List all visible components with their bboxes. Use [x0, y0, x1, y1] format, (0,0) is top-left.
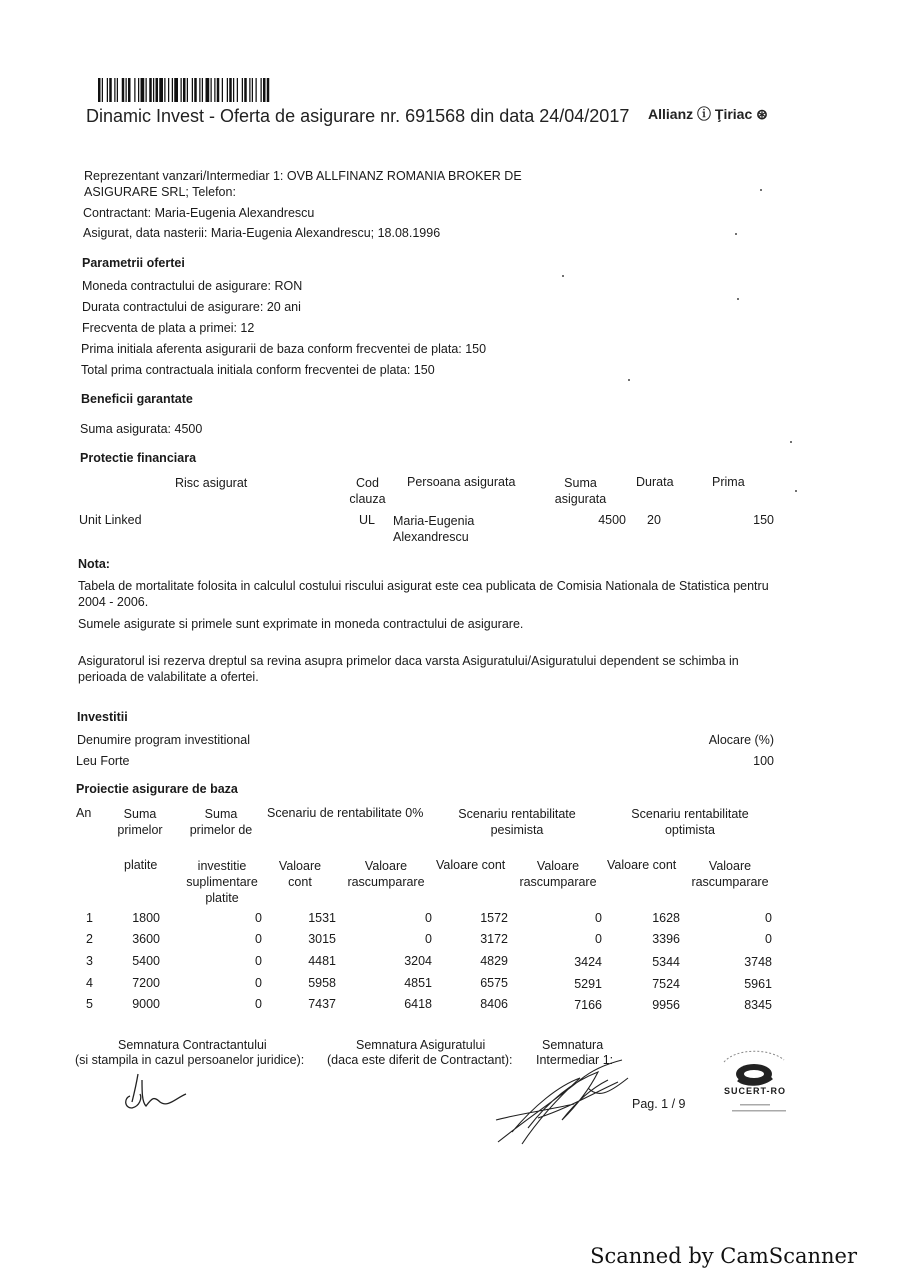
- table-cell: 4481: [308, 954, 336, 968]
- financial-protection-heading: Protectie financiara: [80, 451, 197, 465]
- table-cell: 7524: [652, 977, 680, 991]
- column-header: Durata: [636, 475, 674, 489]
- column-header: Alocare (%): [708, 733, 774, 747]
- table-cell: 3748: [744, 955, 772, 969]
- signature-label: Intermediar 1:: [536, 1053, 614, 1067]
- barcode-bar: [134, 78, 135, 102]
- param-line: Durata contractului de asigurare: 20 ani: [82, 300, 301, 314]
- table-cell: 3424: [574, 955, 602, 969]
- column-header: Valoare rascumparare: [347, 859, 425, 889]
- table-cell: 0: [255, 997, 262, 1011]
- allianz-tiriac-logo: Allianz ⓘ Ţiriac ⊛: [648, 106, 768, 122]
- contractant-signature: [120, 1068, 195, 1113]
- column-header: Risc asigurat: [175, 476, 248, 490]
- scan-speck: [795, 490, 797, 492]
- barcode-bar: [102, 78, 103, 102]
- barcode-bar: [122, 78, 125, 102]
- signature-label: Semnatura Contractantului: [118, 1038, 267, 1052]
- allocation-value: 100: [753, 754, 774, 768]
- barcode-bar: [164, 78, 165, 102]
- column-header: Suma primelor de: [189, 807, 253, 837]
- parameters-heading: Parametrii ofertei: [82, 256, 185, 270]
- barcode: [98, 78, 398, 102]
- table-cell: 0: [255, 976, 262, 990]
- column-header: Denumire program investitional: [77, 733, 250, 747]
- table-cell: 1531: [308, 911, 336, 925]
- asigurat-line: Asigurat, data nasterii: Maria-Eugenia Alexandrescu; 18.08.1996: [83, 226, 441, 240]
- barcode-bar: [98, 78, 101, 102]
- table-cell: 0: [255, 932, 262, 946]
- investments-heading: Investitii: [77, 710, 128, 724]
- year-cell: 2: [86, 932, 93, 946]
- page-title: Dinamic Invest - Oferta de asigurare nr. 691568 din data 24/04/2017: [86, 106, 630, 126]
- column-header: Suma primelor: [117, 807, 163, 837]
- param-line: Prima initiala aferenta asigurarii de baza conform frecventei de plata: 150: [81, 342, 487, 356]
- column-header: Valoare cont: [607, 858, 677, 872]
- scan-speck: [628, 379, 630, 381]
- scan-speck: [790, 441, 792, 443]
- table-cell: 4500: [598, 513, 626, 527]
- year-cell: 4: [86, 976, 93, 990]
- signature-label: Semnatura Asiguratului: [356, 1038, 486, 1052]
- barcode-bar: [222, 78, 223, 102]
- table-cell: 150: [753, 513, 774, 527]
- table-cell: 1628: [652, 911, 680, 925]
- table-cell: 7437: [308, 997, 336, 1011]
- column-header: Prima: [712, 475, 745, 489]
- barcode-bar: [141, 78, 145, 102]
- table-cell: 0: [255, 954, 262, 968]
- year-cell: 3: [86, 954, 93, 968]
- camscanner-watermark: Scanned by CamScanner: [590, 1244, 857, 1268]
- barcode-bar: [249, 78, 250, 102]
- barcode-bar: [138, 78, 139, 102]
- intermediary-signature: [488, 1058, 648, 1150]
- column-header: Cod clauza: [349, 476, 386, 506]
- sucert-stamp: [710, 1040, 796, 1120]
- barcode-bar: [229, 78, 232, 102]
- barcode-bar: [174, 78, 178, 102]
- note-paragraph: Tabela de mortalitate folosita in calculul costului riscului asigurat este cea publicata de Comisia Nationala de Statistica pentru 2004 - 2006.: [78, 579, 769, 609]
- barcode-bar: [263, 78, 266, 102]
- barcode-bar: [107, 78, 108, 102]
- table-cell: 0: [595, 911, 602, 925]
- barcode-bar: [237, 78, 238, 102]
- barcode-bar: [217, 78, 220, 102]
- barcode-bar: [109, 78, 112, 102]
- table-cell: 5344: [652, 955, 680, 969]
- barcode-bar: [242, 78, 243, 102]
- table-cell: 4851: [404, 976, 432, 990]
- column-header: An: [76, 806, 92, 820]
- table-cell: 0: [765, 932, 772, 946]
- table-cell: Maria-Eugenia Alexandrescu: [393, 514, 475, 544]
- table-cell: 0: [425, 932, 432, 946]
- barcode-bar: [156, 78, 159, 102]
- column-header: Scenariu de rentabilitate 0%: [267, 806, 424, 820]
- barcode-bar: [172, 78, 173, 102]
- barcode-bar: [168, 78, 169, 102]
- table-cell: 9956: [652, 998, 680, 1012]
- table-cell: 3204: [404, 954, 432, 968]
- param-line: Moneda contractului de asigurare: RON: [82, 279, 303, 293]
- table-cell: 1800: [132, 911, 160, 925]
- table-cell: 0: [765, 911, 772, 925]
- scan-speck: [760, 189, 762, 191]
- barcode-bar: [227, 78, 228, 102]
- note-paragraph: Sumele asigurate si primele sunt exprimate in moneda contractului de asigurare.: [78, 617, 524, 631]
- barcode-bar: [149, 78, 152, 102]
- barcode-bar: [194, 78, 197, 102]
- table-cell: Unit Linked: [79, 513, 142, 527]
- barcode-bar: [202, 78, 203, 102]
- table-cell: 7200: [132, 976, 160, 990]
- barcode-bar: [267, 78, 270, 102]
- table-cell: 9000: [132, 997, 160, 1011]
- column-header: Valoare cont: [436, 858, 506, 872]
- barcode-bar: [181, 78, 182, 102]
- barcode-bar: [206, 78, 210, 102]
- barcode-bar: [256, 78, 257, 102]
- barcode-bar: [126, 78, 127, 102]
- column-header: Valoare rascumparare: [691, 859, 769, 889]
- param-line: Total prima contractuala initiala conform frecventei de plata: 150: [81, 363, 435, 377]
- table-cell: 4829: [480, 954, 508, 968]
- stamp-text: SUCERT-RO: [724, 1086, 787, 1096]
- column-header: Valoare cont: [278, 859, 322, 889]
- barcode-bar: [114, 78, 115, 102]
- column-header: Valoare rascumparare: [519, 859, 597, 889]
- barcode-bar: [146, 78, 147, 102]
- scan-speck: [737, 298, 739, 300]
- barcode-bar: [199, 78, 200, 102]
- sum-insured: Suma asigurata: 4500: [80, 422, 203, 436]
- scan-speck: [562, 275, 564, 277]
- barcode-bar: [192, 78, 193, 102]
- table-cell: 6575: [480, 976, 508, 990]
- barcode-bar: [159, 78, 163, 102]
- table-cell: 3015: [308, 932, 336, 946]
- signature-label: (si stampila in cazul persoanelor juridice):: [75, 1053, 305, 1067]
- barcode-bar: [211, 78, 212, 102]
- column-header: platite: [124, 858, 158, 872]
- column-header: Scenariu rentabilitate pesimista: [458, 807, 576, 837]
- column-header: Suma asigurata: [554, 476, 607, 506]
- table-cell: 1572: [480, 911, 508, 925]
- page-number: Pag. 1 / 9: [632, 1097, 686, 1111]
- barcode-bar: [252, 78, 253, 102]
- table-cell: 8406: [480, 997, 508, 1011]
- barcode-bar: [244, 78, 247, 102]
- barcode-bar: [214, 78, 215, 102]
- param-line: Frecventa de plata a primei: 12: [82, 321, 255, 335]
- column-header: Scenariu rentabilitate optimista: [631, 807, 749, 837]
- barcode-bar: [128, 78, 131, 102]
- barcode-bar: [117, 78, 118, 102]
- scan-speck: [735, 233, 737, 235]
- barcode-bar: [187, 78, 188, 102]
- contractant-line: Contractant: Maria-Eugenia Alexandrescu: [83, 206, 315, 220]
- table-cell: 0: [425, 911, 432, 925]
- year-cell: 1: [86, 911, 93, 925]
- table-cell: 3600: [132, 932, 160, 946]
- table-cell: 8345: [744, 998, 772, 1012]
- column-header: Persoana asigurata: [407, 475, 516, 489]
- table-cell: 20: [647, 513, 661, 527]
- program-name: Leu Forte: [76, 754, 130, 768]
- signature-label: (daca este diferit de Contractant):: [327, 1053, 513, 1067]
- table-cell: 6418: [404, 997, 432, 1011]
- table-cell: 3396: [652, 932, 680, 946]
- projection-heading: Proiectie asigurare de baza: [76, 782, 238, 796]
- barcode-bar: [261, 78, 262, 102]
- table-cell: UL: [359, 513, 375, 527]
- note-heading: Nota:: [78, 557, 110, 571]
- year-cell: 5: [86, 997, 93, 1011]
- note-paragraph: Asiguratorul isi rezerva dreptul sa revina asupra primelor daca varsta Asiguratului/Asiguratului dependent se schimba in perioada de valabilitate a ofertei.: [78, 654, 739, 684]
- table-cell: 5958: [308, 976, 336, 990]
- table-cell: 5291: [574, 977, 602, 991]
- table-cell: 0: [595, 932, 602, 946]
- table-cell: 7166: [574, 998, 602, 1012]
- barcode-bar: [183, 78, 186, 102]
- column-header: investitie suplimentare platite: [186, 859, 258, 905]
- table-cell: 5961: [744, 977, 772, 991]
- benefits-heading: Beneficii garantate: [81, 392, 193, 406]
- signature-label: Semnatura: [542, 1038, 604, 1052]
- table-cell: 5400: [132, 954, 160, 968]
- barcode-bar: [153, 78, 154, 102]
- barcode-bar: [233, 78, 234, 102]
- table-cell: 3172: [480, 932, 508, 946]
- representative-line: Reprezentant vanzari/Intermediar 1: OVB ALLFINANZ ROMANIA BROKER DE ASIGURARE SRL; Telefon:: [84, 169, 522, 199]
- table-cell: 0: [255, 911, 262, 925]
